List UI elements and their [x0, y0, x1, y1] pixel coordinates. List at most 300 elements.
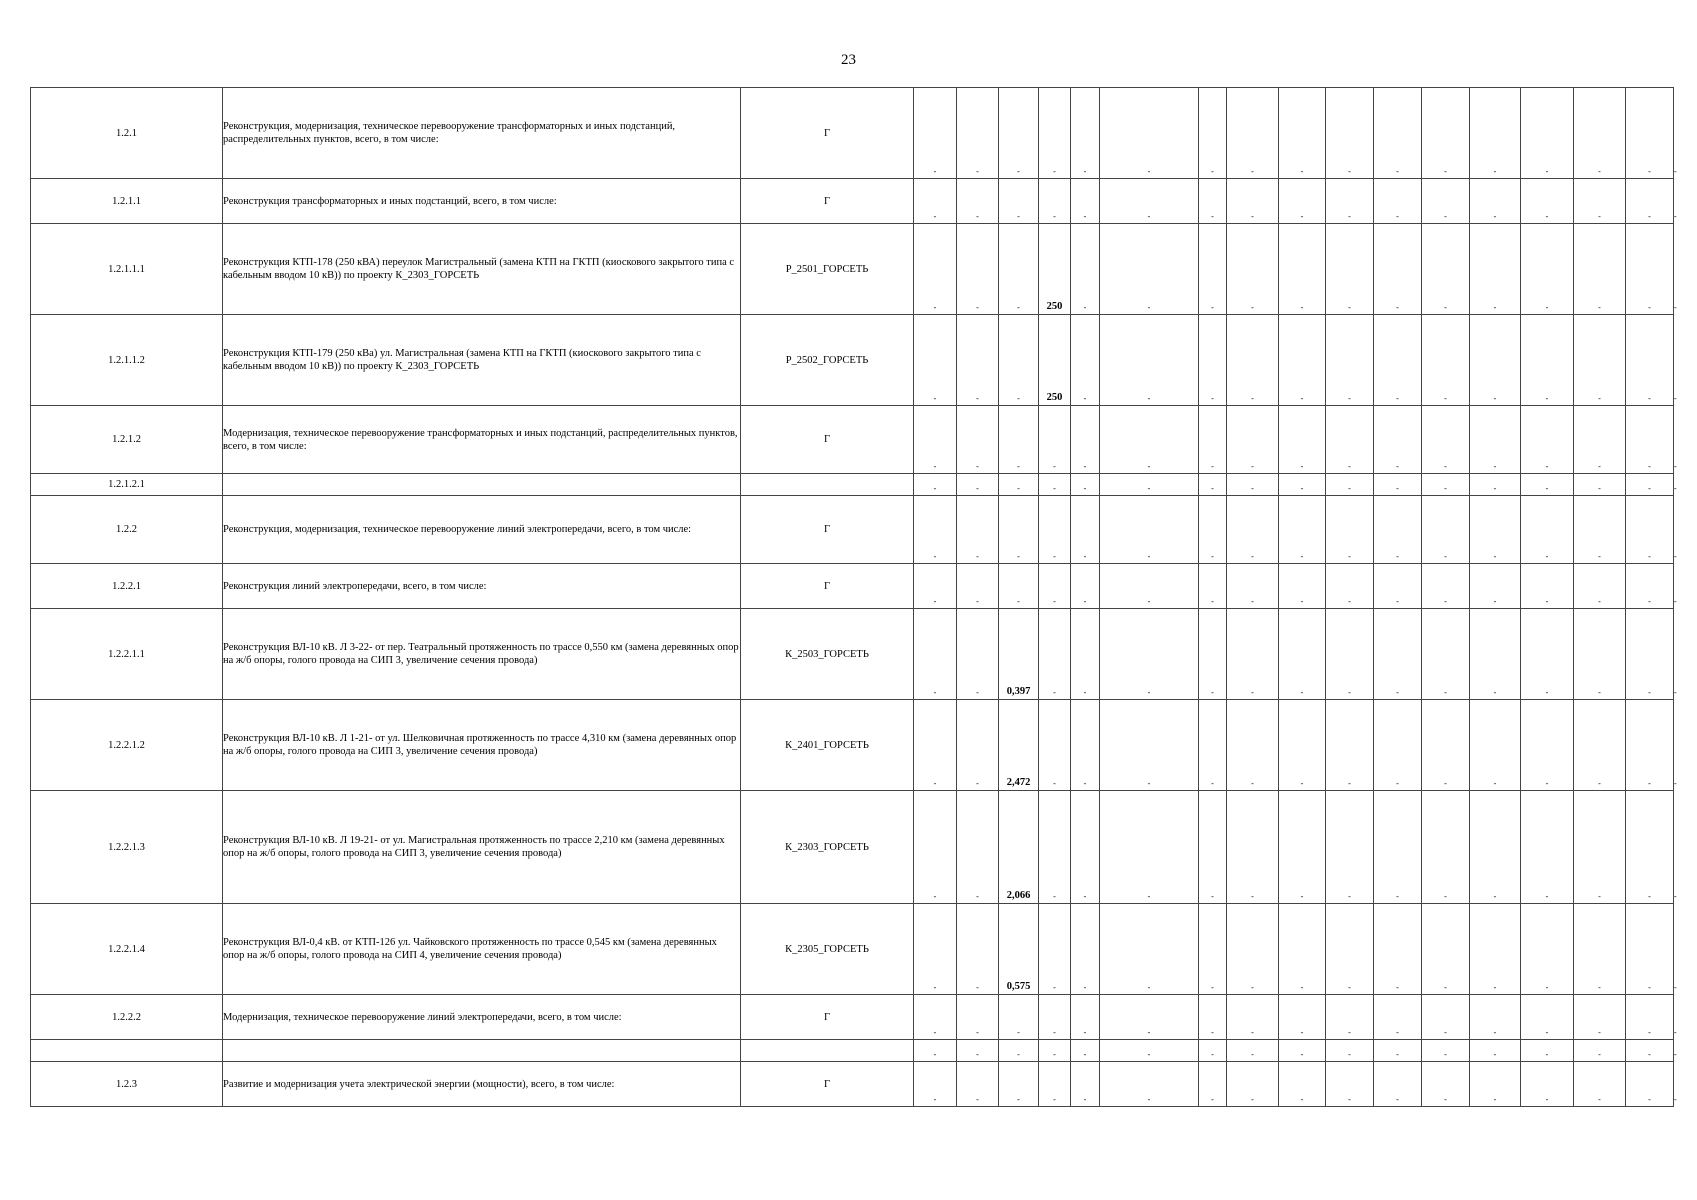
empty-value: -	[976, 303, 979, 312]
value-cell	[1422, 315, 1470, 406]
empty-value: -	[1545, 983, 1549, 992]
empty-value: -	[1017, 484, 1020, 493]
value-cell	[1039, 179, 1071, 224]
empty-value: -	[1251, 303, 1254, 312]
value-cell	[1039, 791, 1071, 904]
value-cell	[1574, 1040, 1626, 1062]
row-identifier: Г	[741, 179, 914, 224]
value-cell	[1374, 791, 1422, 904]
empty-value: -	[1648, 462, 1651, 471]
value-cell	[1374, 904, 1422, 995]
value-cell	[1470, 88, 1521, 179]
value-cell	[957, 179, 999, 224]
value-cell	[1374, 564, 1422, 609]
value-cell	[1199, 609, 1227, 700]
empty-value: -	[1083, 167, 1087, 176]
empty-value: -	[1211, 983, 1214, 992]
row-title: Реконструкция КТП-178 (250 кВА) переулок Магистральный (замена КТП на ГКТП (киоскового закрытого типа с кабельным вводом 10 кВ)) по проекту К_2303_ГОРСЕТЬ	[223, 224, 741, 315]
empty-value: -	[1083, 484, 1087, 493]
value-cell	[1374, 1062, 1422, 1107]
value-cell	[957, 1062, 999, 1107]
value-cell	[1470, 1062, 1521, 1107]
value-cell	[957, 88, 999, 179]
value-cell	[1279, 88, 1326, 179]
value-cell	[1199, 496, 1227, 564]
table-row: 1.2.2.1 Реконструкция линий электропередачи, всего, в том числе: Г - - - - - - - - - - - - - - - - -	[31, 564, 1674, 609]
row-identifier: Р_2502_ГОРСЕТЬ	[741, 315, 914, 406]
value-cell	[1279, 564, 1326, 609]
value-cell	[1227, 406, 1279, 474]
value-cell	[1199, 224, 1227, 315]
value-cell	[1626, 564, 1674, 609]
empty-value: -	[1444, 688, 1447, 697]
value-cell	[1374, 474, 1422, 496]
empty-value: -	[1396, 1028, 1399, 1037]
value-cell	[1227, 791, 1279, 904]
row-identifier: К_2305_ГОРСЕТЬ	[741, 904, 914, 995]
value-cell	[1521, 88, 1574, 179]
value-cell	[1199, 904, 1227, 995]
empty-value: -	[1251, 212, 1254, 221]
empty-value: -	[1251, 1095, 1254, 1104]
empty-value: -	[1017, 303, 1020, 312]
value-cell	[999, 564, 1039, 609]
value-cell	[1626, 995, 1674, 1040]
value-cell	[1071, 564, 1100, 609]
value-cell	[1574, 224, 1626, 315]
empty-value: -	[1396, 688, 1399, 697]
value-cell	[1199, 564, 1227, 609]
value-cell	[1326, 791, 1374, 904]
empty-value: -	[1147, 552, 1151, 561]
value-cell	[1574, 88, 1626, 179]
value-cell	[1227, 1040, 1279, 1062]
value-cell	[1326, 88, 1374, 179]
empty-value: -	[1493, 597, 1497, 606]
empty-value: -	[1444, 597, 1447, 606]
empty-value: -	[1444, 552, 1447, 561]
table-row: 1.2.2.1.3 Реконструкция ВЛ-10 кВ. Л 19-21- от ул. Магистральная протяженность по трассе 2,210 км (замена деревянных опор на ж/б опоры, голого провода на СИП 3, увеличение сечения провода) К_2303_ГОРСЕТЬ - - 2,066 - - - - - - - - - - - - - -	[31, 791, 1674, 904]
empty-value: -	[1251, 597, 1254, 606]
empty-value: -	[976, 167, 979, 176]
value-cell	[1199, 179, 1227, 224]
empty-value: -	[1300, 779, 1304, 788]
empty-value: -	[1444, 212, 1447, 221]
empty-value: -	[1053, 688, 1056, 697]
value-cell	[1100, 88, 1199, 179]
row-code: 1.2.1	[31, 88, 223, 179]
empty-value: -	[1348, 688, 1351, 697]
value-cell	[1039, 609, 1071, 700]
cell-value: 2,472	[1006, 777, 1031, 788]
value-cell	[1326, 224, 1374, 315]
empty-value: -	[976, 597, 979, 606]
empty-value: -	[1053, 462, 1056, 471]
value-cell	[1470, 995, 1521, 1040]
empty-value: -	[1598, 688, 1601, 697]
empty-value: -	[1348, 597, 1351, 606]
value-cell	[914, 496, 957, 564]
empty-value: -	[1300, 212, 1304, 221]
value-cell	[1626, 315, 1674, 406]
empty-value: -	[1348, 394, 1351, 403]
row-code: 1.2.1.1	[31, 179, 223, 224]
empty-value: -	[1147, 779, 1151, 788]
value-cell	[1422, 1062, 1470, 1107]
empty-value: -	[1396, 1050, 1399, 1059]
value-cell	[914, 88, 957, 179]
value-cell	[999, 791, 1039, 904]
value-cell	[1039, 700, 1071, 791]
value-cell	[1422, 224, 1470, 315]
value-cell	[1470, 1040, 1521, 1062]
value-cell	[1626, 224, 1674, 315]
empty-value: -	[1251, 1050, 1254, 1059]
value-cell	[1279, 496, 1326, 564]
empty-value: -	[1251, 892, 1254, 901]
value-cell	[1071, 406, 1100, 474]
value-cell	[1227, 995, 1279, 1040]
value-cell	[1574, 609, 1626, 700]
empty-value: -	[1053, 552, 1056, 561]
table-row: 1.2.1.1.2 Реконструкция КТП-179 (250 кВа) ул. Магистральная (замена КТП на ГКТП (киоскового закрытого типа с кабельным вводом 10 кВ)) по проекту К_2303_ГОРСЕТЬ Р_2502_ГОРСЕТЬ - - - 250 - - - - - - - - - - - - -	[31, 315, 1674, 406]
table-row: 1.2.1.1 Реконструкция трансформаторных и иных подстанций, всего, в том числе: Г - - - - - - - - - - - - - - - - -	[31, 179, 1674, 224]
empty-value: -	[1545, 597, 1549, 606]
value-cell	[1470, 179, 1521, 224]
empty-value: -	[1017, 552, 1020, 561]
value-cell	[957, 700, 999, 791]
value-cell	[999, 700, 1039, 791]
value-cell	[1574, 791, 1626, 904]
empty-value: -	[1648, 167, 1651, 176]
value-cell	[1374, 700, 1422, 791]
value-cell	[1199, 1062, 1227, 1107]
empty-value: -	[1648, 552, 1651, 561]
empty-value: -	[1648, 983, 1651, 992]
value-cell	[1422, 791, 1470, 904]
value-cell	[1521, 609, 1574, 700]
value-cell	[1071, 315, 1100, 406]
value-cell	[914, 564, 957, 609]
value-cell	[1470, 791, 1521, 904]
value-cell	[957, 496, 999, 564]
value-cell	[1326, 904, 1374, 995]
empty-value: -	[1053, 1028, 1056, 1037]
empty-value: -	[1017, 1028, 1020, 1037]
empty-value: -	[1598, 552, 1601, 561]
empty-value: -	[1545, 303, 1549, 312]
value-cell	[1521, 564, 1574, 609]
value-cell	[1100, 224, 1199, 315]
cell-value: 0,397	[1006, 686, 1031, 697]
value-cell	[1626, 88, 1674, 179]
empty-value: -	[1444, 1050, 1447, 1059]
value-cell	[1227, 564, 1279, 609]
value-cell	[1521, 224, 1574, 315]
value-cell	[1071, 791, 1100, 904]
value-cell	[999, 609, 1039, 700]
empty-value: -	[1396, 394, 1399, 403]
empty-value: -	[1598, 484, 1601, 493]
empty-value: -	[1545, 167, 1549, 176]
value-cell	[914, 904, 957, 995]
value-cell	[1521, 496, 1574, 564]
value-cell	[957, 406, 999, 474]
value-cell	[1626, 496, 1674, 564]
value-cell	[1227, 88, 1279, 179]
empty-value: -	[976, 394, 979, 403]
value-cell	[1521, 700, 1574, 791]
empty-value: -	[976, 688, 979, 697]
value-cell	[1071, 700, 1100, 791]
empty-value: -	[1648, 1028, 1651, 1037]
table-row: 1.2.1.1.1 Реконструкция КТП-178 (250 кВА) переулок Магистральный (замена КТП на ГКТП (киоскового закрытого типа с кабельным вводом 10 кВ)) по проекту К_2303_ГОРСЕТЬ Р_2501_ГОРСЕТЬ - - - 250 - - - - - - - - - - - - -	[31, 224, 1674, 315]
value-cell	[1100, 1062, 1199, 1107]
value-cell	[1100, 791, 1199, 904]
value-cell	[1326, 315, 1374, 406]
table-row: - - - - - - - - - - - - - - - - -	[31, 1040, 1674, 1062]
empty-value: -	[1211, 1095, 1214, 1104]
row-title: Реконструкция линий электропередачи, всего, в том числе:	[223, 564, 741, 609]
row-identifier	[741, 474, 914, 496]
empty-value: -	[1493, 484, 1497, 493]
row-code: 1.2.2.2	[31, 995, 223, 1040]
empty-value: -	[1083, 552, 1087, 561]
table-row: 1.2.1.2 Модернизация, техническое перевооружение трансформаторных и иных подстанций, распределительных пунктов, всего, в том числе: Г - - - - - - - - - - - - - - - - -	[31, 406, 1674, 474]
empty-value: -	[933, 1095, 937, 1104]
empty-value: -	[1083, 462, 1087, 471]
value-cell	[957, 474, 999, 496]
value-cell	[1521, 1040, 1574, 1062]
empty-value: -	[933, 1050, 937, 1059]
empty-value: -	[1083, 303, 1087, 312]
empty-value: -	[1648, 212, 1651, 221]
empty-value: -	[1493, 688, 1497, 697]
value-cell	[1039, 995, 1071, 1040]
value-cell	[999, 406, 1039, 474]
empty-value: -	[1493, 167, 1497, 176]
empty-value: -	[1348, 983, 1351, 992]
value-cell	[1227, 1062, 1279, 1107]
empty-value: -	[1444, 303, 1447, 312]
row-code: 1.2.2.1	[31, 564, 223, 609]
empty-value: -	[1545, 779, 1549, 788]
value-cell	[1039, 496, 1071, 564]
value-cell	[1279, 700, 1326, 791]
empty-value: -	[1545, 1095, 1549, 1104]
value-cell	[1422, 904, 1470, 995]
empty-value: -	[1083, 597, 1087, 606]
value-cell	[1574, 700, 1626, 791]
empty-value: -	[1493, 212, 1497, 221]
row-code: 1.2.1.2	[31, 406, 223, 474]
value-cell	[1374, 224, 1422, 315]
value-cell	[1521, 791, 1574, 904]
value-cell	[1071, 904, 1100, 995]
value-cell	[1326, 406, 1374, 474]
empty-value: -	[1300, 1050, 1304, 1059]
row-title: Реконструкция, модернизация, техническое перевооружение трансформаторных и иных подстанций, распределительных пунктов, всего, в том числе:	[223, 88, 741, 179]
value-cell	[914, 1062, 957, 1107]
empty-value: -	[1251, 688, 1254, 697]
value-cell	[1039, 406, 1071, 474]
value-cell	[1574, 406, 1626, 474]
value-cell	[1279, 995, 1326, 1040]
empty-value: -	[1300, 892, 1304, 901]
value-cell	[1039, 315, 1071, 406]
empty-value: -	[1147, 688, 1151, 697]
empty-value: -	[1648, 597, 1651, 606]
empty-value: -	[1444, 779, 1447, 788]
value-cell	[914, 609, 957, 700]
row-identifier: Г	[741, 496, 914, 564]
value-cell	[1071, 224, 1100, 315]
value-cell	[1326, 179, 1374, 224]
empty-value: -	[1300, 1095, 1304, 1104]
cell-value: 2,066	[1006, 890, 1031, 901]
empty-value: -	[1083, 1028, 1087, 1037]
value-cell	[1574, 564, 1626, 609]
empty-value: -	[1211, 462, 1214, 471]
value-cell	[999, 904, 1039, 995]
empty-value: -	[976, 1095, 979, 1104]
empty-value: -	[1211, 1050, 1214, 1059]
table-body	[31, 88, 1677, 1107]
value-cell	[1199, 88, 1227, 179]
empty-value: -	[1300, 1028, 1304, 1037]
value-cell	[1071, 1040, 1100, 1062]
empty-value: -	[1147, 484, 1151, 493]
empty-value: -	[1211, 892, 1214, 901]
empty-value: -	[1598, 167, 1601, 176]
value-cell	[1227, 700, 1279, 791]
empty-value: -	[1598, 1028, 1601, 1037]
value-cell	[1039, 564, 1071, 609]
empty-value: -	[976, 212, 979, 221]
table-row: 1.2.3 Развитие и модернизация учета электрической энергии (мощности), всего, в том числе: Г - - - - - - - - - - - - - - - - -	[31, 1062, 1674, 1107]
empty-value: -	[933, 1028, 937, 1037]
row-title	[223, 474, 741, 496]
value-cell	[1227, 904, 1279, 995]
value-cell	[1422, 995, 1470, 1040]
empty-value: -	[976, 484, 979, 493]
empty-value: -	[1017, 167, 1020, 176]
empty-value: -	[933, 779, 937, 788]
empty-value: -	[1396, 892, 1399, 901]
row-code: 1.2.2	[31, 496, 223, 564]
empty-value: -	[1147, 1028, 1151, 1037]
empty-value: -	[1545, 1050, 1549, 1059]
empty-value: -	[1545, 688, 1549, 697]
value-cell	[1574, 179, 1626, 224]
value-cell	[957, 791, 999, 904]
value-cell	[1100, 406, 1199, 474]
empty-value: -	[1017, 462, 1020, 471]
empty-value: -	[1053, 597, 1056, 606]
row-title: Реконструкция, модернизация, техническое перевооружение линий электропередачи, всего, в том числе:	[223, 496, 741, 564]
empty-value: -	[1300, 484, 1304, 493]
value-cell	[1039, 1040, 1071, 1062]
value-cell	[1199, 791, 1227, 904]
empty-value: -	[1396, 484, 1399, 493]
empty-value: -	[1648, 892, 1651, 901]
table-row: 1.2.2.2 Модернизация, техническое перевооружение линий электропередачи, всего, в том числе: Г - - - - - - - - - - - - - - - - -	[31, 995, 1674, 1040]
empty-value: -	[1053, 892, 1056, 901]
row-title: Реконструкция КТП-179 (250 кВа) ул. Магистральная (замена КТП на ГКТП (киоскового закрытого типа с кабельным вводом 10 кВ)) по проекту К_2303_ГОРСЕТЬ	[223, 315, 741, 406]
value-cell	[999, 224, 1039, 315]
value-cell	[1279, 1040, 1326, 1062]
value-cell	[1374, 406, 1422, 474]
value-cell	[999, 179, 1039, 224]
empty-value: -	[1545, 462, 1549, 471]
empty-value: -	[976, 892, 979, 901]
value-cell	[1199, 315, 1227, 406]
empty-value: -	[1598, 983, 1601, 992]
empty-value: -	[1211, 212, 1214, 221]
empty-value: -	[1444, 462, 1447, 471]
empty-value: -	[1493, 892, 1497, 901]
empty-value: -	[1598, 394, 1601, 403]
empty-value: -	[1444, 1095, 1447, 1104]
value-cell	[1470, 609, 1521, 700]
value-cell	[1199, 700, 1227, 791]
empty-value: -	[1598, 212, 1601, 221]
empty-value: -	[1444, 1028, 1447, 1037]
empty-value: -	[1083, 394, 1087, 403]
cell-value: 250	[1046, 392, 1063, 403]
value-cell	[1227, 179, 1279, 224]
value-cell	[1374, 496, 1422, 564]
row-code: 1.2.2.1.4	[31, 904, 223, 995]
empty-value: -	[1348, 552, 1351, 561]
value-cell	[1039, 88, 1071, 179]
row-code: 1.2.3	[31, 1062, 223, 1107]
empty-value: -	[1348, 779, 1351, 788]
empty-value: -	[1545, 892, 1549, 901]
empty-value: -	[1648, 484, 1651, 493]
empty-value: -	[1493, 1028, 1497, 1037]
value-cell	[1422, 1040, 1470, 1062]
value-cell	[1470, 564, 1521, 609]
row-code	[31, 1040, 223, 1062]
row-identifier: К_2303_ГОРСЕТЬ	[741, 791, 914, 904]
value-cell	[1279, 315, 1326, 406]
value-cell	[1470, 700, 1521, 791]
value-cell	[1326, 474, 1374, 496]
empty-value: -	[1598, 597, 1601, 606]
empty-value: -	[1598, 1050, 1601, 1059]
empty-value: -	[1147, 1095, 1151, 1104]
row-title: Реконструкция ВЛ-10 кВ. Л 19-21- от ул. Магистральная протяженность по трассе 2,210 км (замена деревянных опор на ж/б опоры, голого провода на СИП 3, увеличение сечения провода)	[223, 791, 741, 904]
empty-value: -	[1493, 1050, 1497, 1059]
empty-value: -	[1017, 1095, 1020, 1104]
empty-value: -	[1648, 303, 1651, 312]
value-cell	[1326, 1040, 1374, 1062]
value-cell	[914, 1040, 957, 1062]
value-cell	[1039, 224, 1071, 315]
empty-value: -	[1053, 167, 1056, 176]
empty-value: -	[1300, 597, 1304, 606]
empty-value: -	[1017, 597, 1020, 606]
value-cell	[914, 315, 957, 406]
empty-value: -	[1300, 303, 1304, 312]
row-identifier: Г	[741, 88, 914, 179]
empty-value: -	[1083, 688, 1087, 697]
value-cell	[1199, 995, 1227, 1040]
value-cell	[1100, 179, 1199, 224]
value-cell	[1326, 564, 1374, 609]
page-number: 23	[841, 52, 856, 68]
